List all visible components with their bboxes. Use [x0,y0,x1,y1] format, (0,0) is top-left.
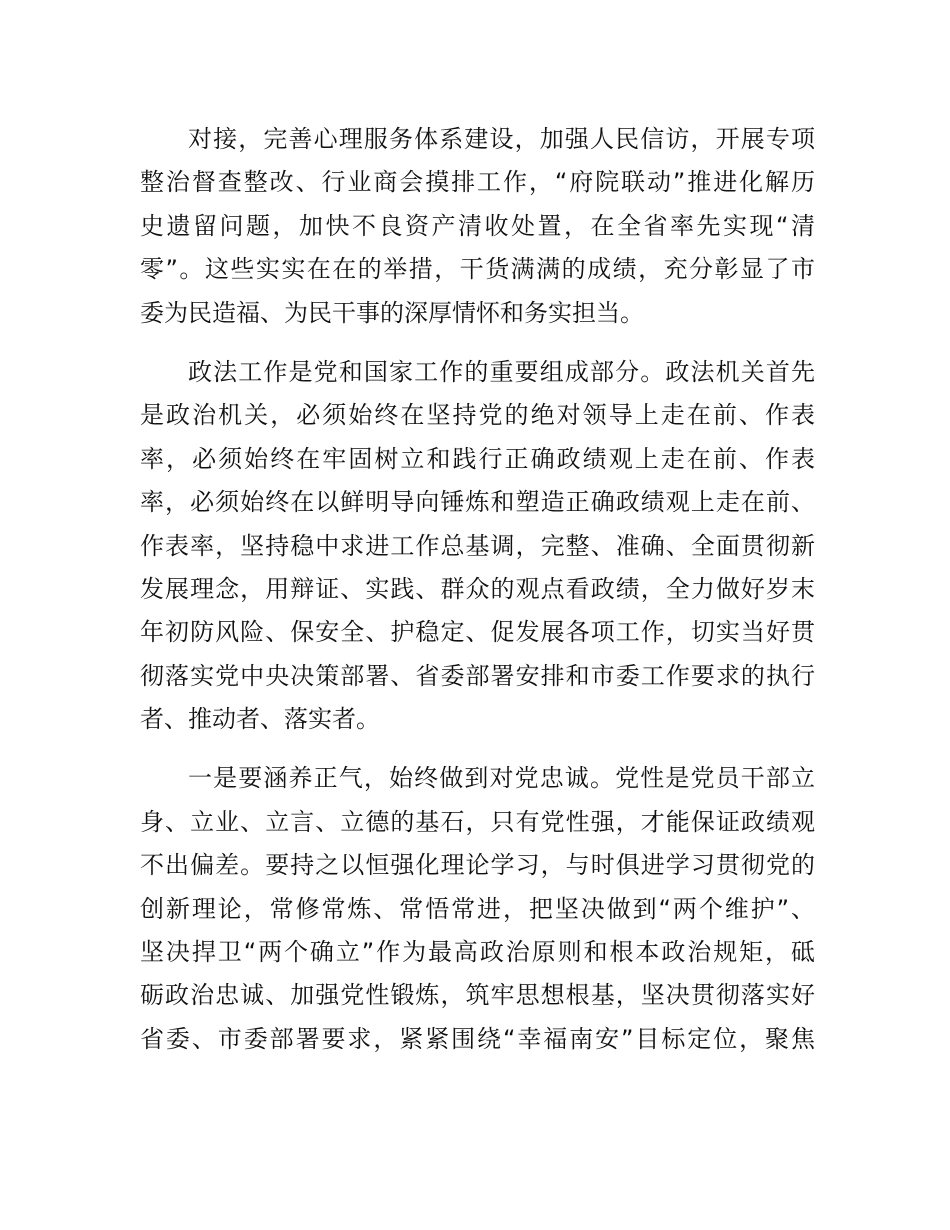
text-line: 彻落实党中央决策部署、省委部署安排和市委工作要求的执行 [140,661,815,690]
text-line: 整治督查整改、行业商会摸排工作，“府院联动”推进化解历 [140,168,815,197]
paragraph-2 [140,351,815,742]
text-line: 一是要涵养正气，始终做到对党忠诚。党性是党员干部立 [188,764,815,793]
paragraph-1 [140,118,815,335]
text-line: 作表率，坚持稳中求进工作总基调，完整、准确、全面贯彻新 [140,531,815,560]
text-line: 对接，完善心理服务体系建设，加强人民信访，开展专项 [188,125,815,153]
text-line: 率，必须始终在以鲜明导向锤炼和塑造正确政绩观上走在前、 [140,488,815,517]
text-line: 率，必须始终在牢固树立和践行正确政绩观上走在前、作表 [140,444,815,473]
paragraph-3 [140,757,815,1061]
text-line: 砺政治忠诚、加强党性锻炼，筑牢思想根基，坚决贯彻落实好 [140,981,815,1010]
text-line: 者、推动者、落实者。 [140,705,380,734]
text-line: 零”。这些实实在在的举措，干货满满的成绩，充分彰显了市 [140,255,815,284]
text-line: 不出偏差。要持之以恒强化理论学习，与时俱进学习贯彻党的 [140,851,815,880]
text-line: 政法工作是党和国家工作的重要组成部分。政法机关首先 [188,357,815,386]
text-line: 是政治机关，必须始终在坚持党的绝对领导上走在前、作表 [140,401,815,430]
text-line: 发展理念，用辩证、实践、群众的观点看政绩，全力做好岁末 [140,574,815,603]
text-line: 省委、市委部署要求，紧紧围绕“幸福南安”目标定位，聚焦 [140,1024,815,1053]
text-line: 史遗留问题，加快不良资产清收处置，在全省率先实现“清 [140,211,815,240]
text-line: 坚决捍卫“两个确立”作为最高政治原则和根本政治规矩，砥 [140,938,815,967]
text-line: 身、立业、立言、立德的基石，只有党性强，才能保证政绩观 [140,807,815,836]
text-line: 创新理论，常修常炼、常悟常进，把坚决做到“两个维护”、 [140,894,815,923]
text-line: 委为民造福、为民干事的深厚情怀和务实担当。 [140,298,644,327]
text-line: 年初防风险、保安全、护稳定、促发展各项工作，切实当好贯 [140,618,815,647]
document-body [140,118,815,1077]
